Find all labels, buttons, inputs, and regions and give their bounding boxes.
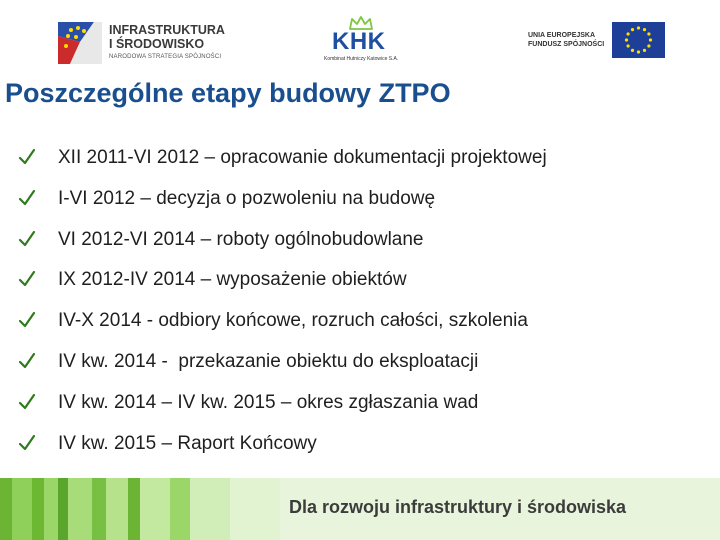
footer-stripe [68, 478, 92, 540]
list-item [0, 308, 700, 338]
footer-stripe [92, 478, 106, 540]
page-title: Poszczególne etapy budowy ZTPO [5, 78, 451, 108]
list-item-text: XII 2011-VI 2012 – opracowanie dokumentacji projektowej [58, 147, 547, 168]
footer-stripe [58, 478, 68, 540]
eu-logo [528, 22, 668, 62]
list-item-text: IV kw. 2015 – Raport Końcowy [58, 433, 317, 454]
infrastruktura-logo [58, 20, 238, 68]
infrastruktura-flag-icon [58, 22, 102, 64]
footer-stripe [32, 478, 44, 540]
footer-stripe [190, 478, 230, 540]
infra-logo-line3: NARODOWA STRATEGIA SPÓJNOŚCI [109, 54, 222, 60]
checkmark-icon [17, 147, 37, 167]
footer-stripe [230, 478, 280, 540]
footer-banner [0, 478, 720, 540]
list-item [0, 145, 700, 175]
checkmark-icon [17, 269, 37, 289]
footer-stripe [0, 478, 12, 540]
khk-logo-subtitle: Kombinat Hutniczy Katowice S.A. [324, 56, 399, 62]
eu-logo-line1: UNIA EUROPEJSKA [528, 32, 596, 39]
list-item-text: IV kw. 2014 – IV kw. 2015 – okres zgłaszania wad [58, 392, 479, 413]
footer-stripe [170, 478, 190, 540]
eu-logo-line2: FUNDUSZ SPÓJNOŚCI [528, 41, 605, 48]
footer-slogan: Dla rozwoju infrastruktury i środowiska [289, 497, 627, 517]
list-item [0, 227, 700, 257]
checkmark-icon [17, 229, 37, 249]
khk-logo [322, 16, 407, 64]
footer-stripe [128, 478, 140, 540]
list-item [0, 390, 700, 420]
list-item-text: IX 2012-IV 2014 – wyposażenie obiektów [58, 269, 407, 290]
list-item [0, 349, 700, 379]
footer-stripe [106, 478, 128, 540]
list-item [0, 267, 700, 297]
checkmark-icon [17, 433, 37, 453]
footer-stripe [44, 478, 58, 540]
list-item [0, 431, 700, 461]
list-item-text: IV kw. 2014 - przekazanie obiektu do eksploatacji [58, 351, 479, 372]
checkmark-icon [17, 392, 37, 412]
list-item [0, 186, 700, 216]
eu-flag-icon [612, 22, 665, 58]
checkmark-icon [17, 351, 37, 371]
checkmark-icon [17, 310, 37, 330]
khk-logo-name: KHK [332, 28, 386, 55]
infra-logo-line1: INFRASTRUKTURA [109, 23, 225, 37]
infra-logo-line2: I ŚRODOWISKO [109, 37, 205, 51]
list-item-text: IV-X 2014 - odbiory końcowe, rozruch całości, szkolenia [58, 310, 528, 331]
list-item-text: I-VI 2012 – decyzja o pozwoleniu na budowę [58, 188, 436, 209]
footer-stripe [12, 478, 32, 540]
checkmark-icon [17, 188, 37, 208]
list-item-text: VI 2012-VI 2014 – roboty ogólnobudowlane [58, 229, 424, 250]
footer-stripe [140, 478, 170, 540]
